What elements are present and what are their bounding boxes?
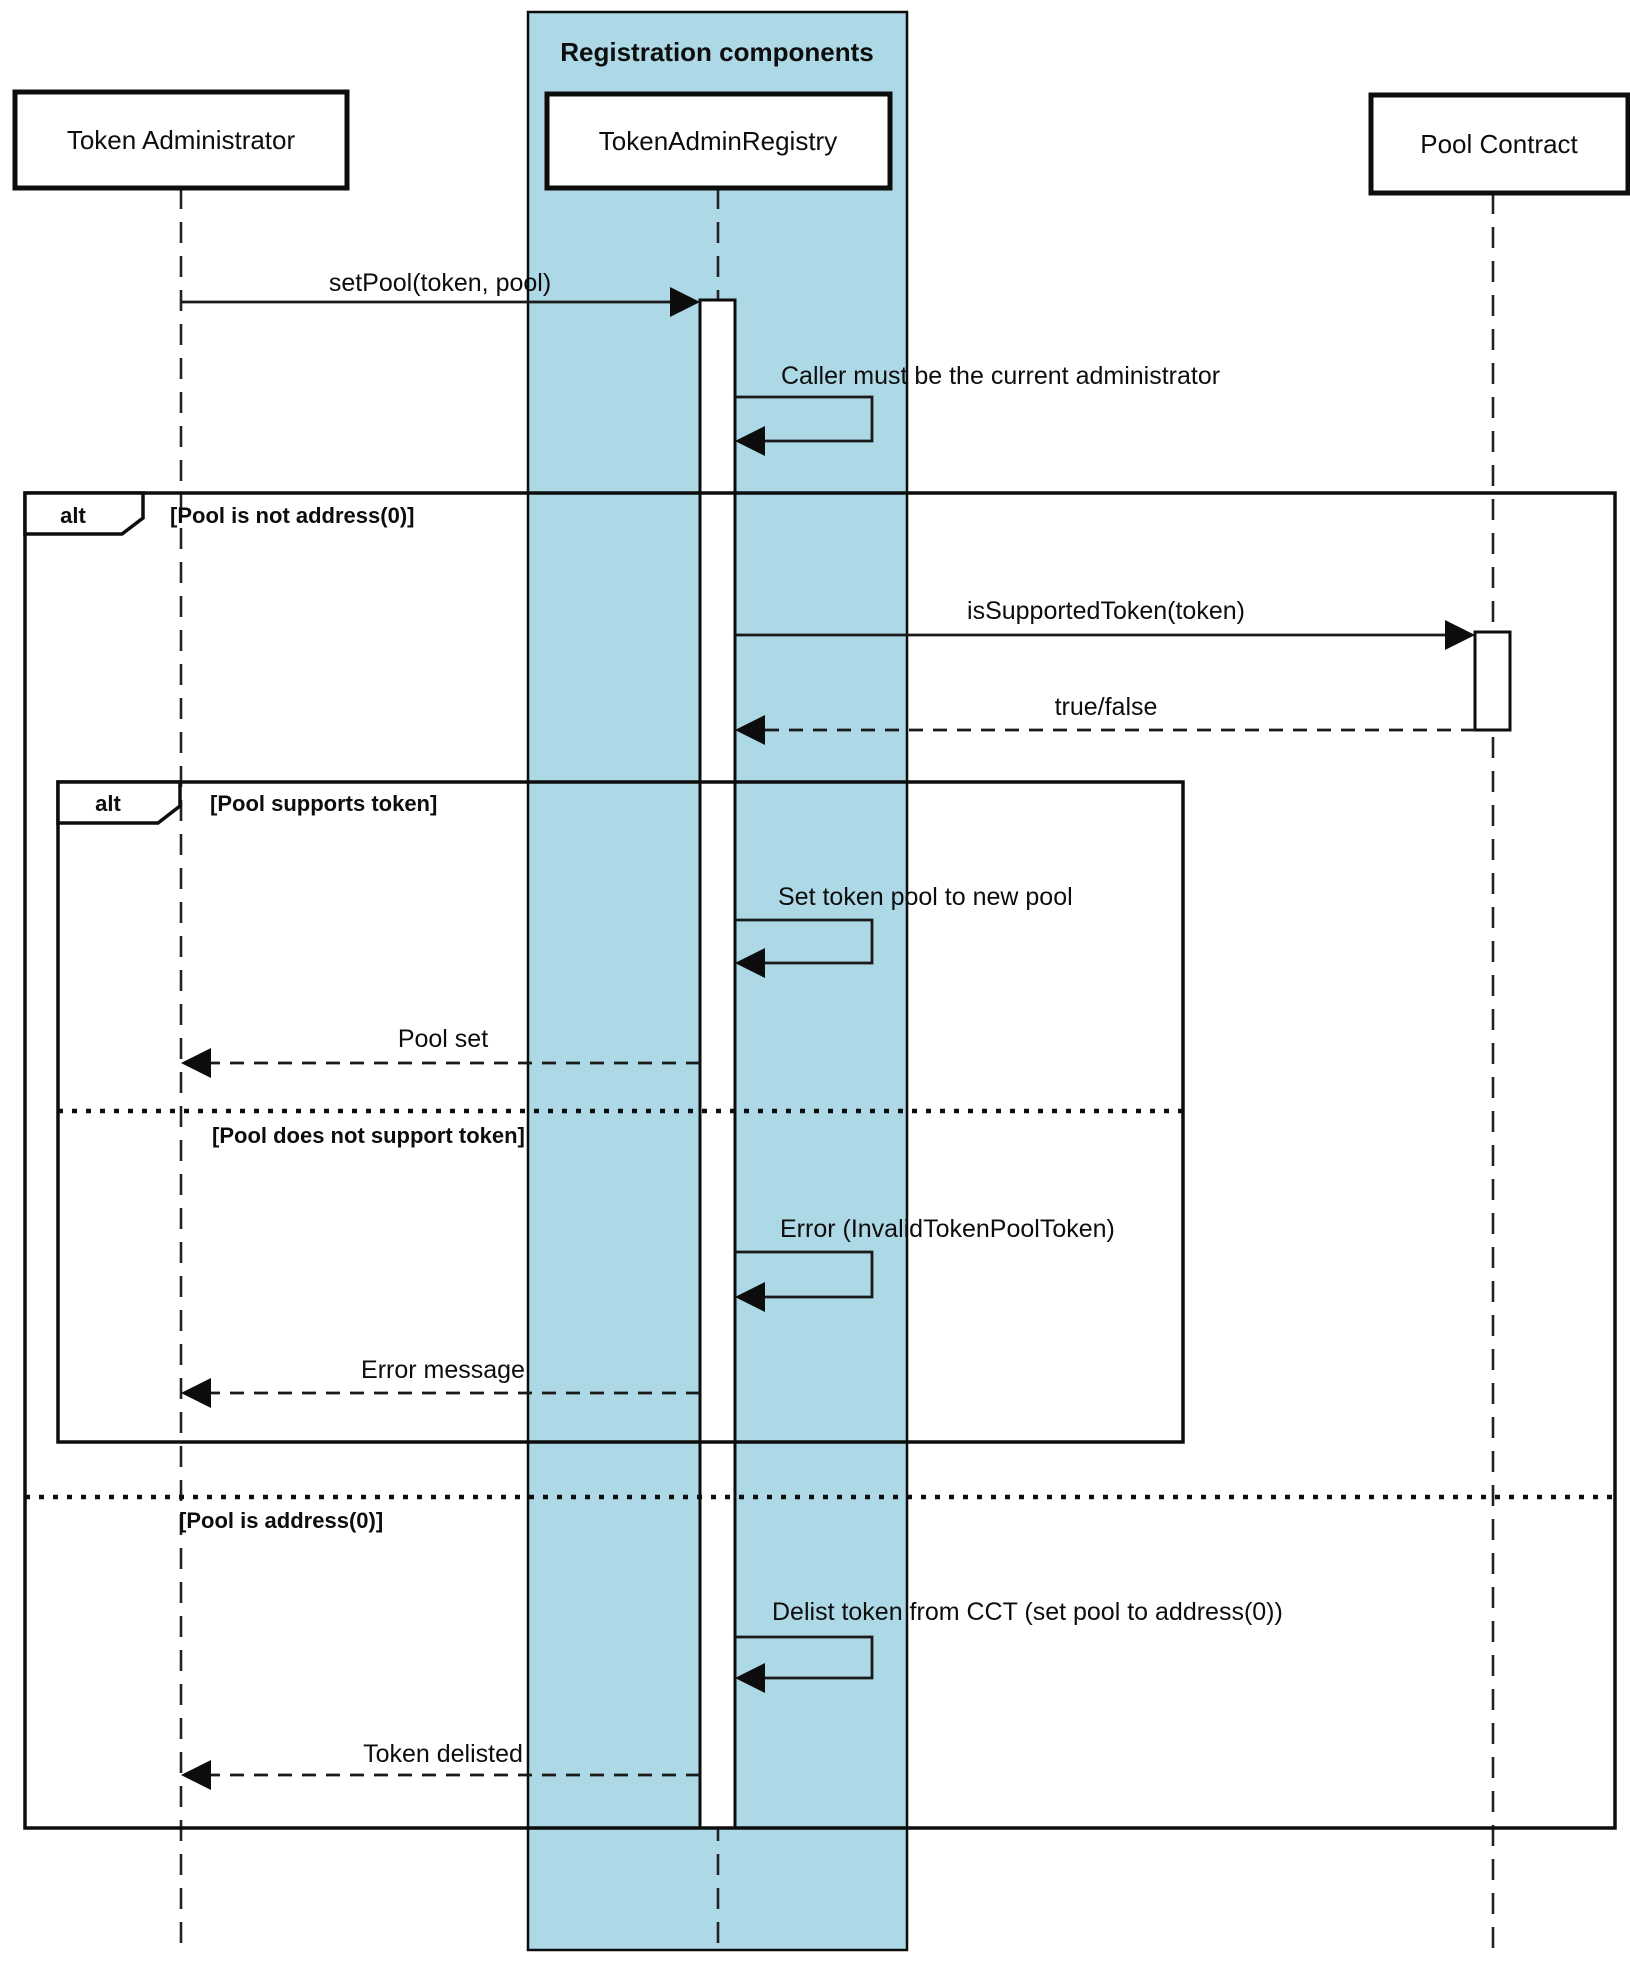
message-true-false: true/false (1054, 693, 1158, 721)
activation-bar-registry (700, 300, 735, 1828)
message-pool-set: Pool set (397, 1025, 489, 1053)
message-error-invalid: Error (InvalidTokenPoolToken) (780, 1215, 1115, 1243)
actor-label-token-administrator: Token Administrator (66, 125, 296, 155)
actor-label-token-admin-registry: TokenAdminRegistry (598, 126, 838, 156)
message-error-message: Error message (361, 1356, 525, 1384)
guard-pool-supports-token: [Pool supports token] (210, 791, 438, 816)
arrow-head-token-delisted (181, 1760, 211, 1790)
guard-pool-is-address0: [Pool is address(0)] (179, 1508, 384, 1533)
activation-bar-pool-contract (1475, 632, 1510, 730)
arrow-head-pool-set (181, 1048, 211, 1078)
band-title: Registration components (560, 37, 874, 67)
alt-outer-label: alt (60, 503, 86, 528)
message-is-supported-token: isSupportedToken(token) (967, 597, 1245, 625)
message-token-delisted: Token delisted (363, 1740, 523, 1768)
guard-pool-not-address0: [Pool is not address(0)] (170, 503, 415, 528)
actor-label-pool-contract: Pool Contract (1420, 129, 1578, 159)
message-delist-token: Delist token from CCT (set pool to address(0)) (772, 1598, 1283, 1626)
message-caller-check: Caller must be the current administrator (781, 362, 1221, 390)
guard-pool-does-not-support-token: [Pool does not support token] (212, 1123, 525, 1148)
message-set-token-pool: Set token pool to new pool (778, 883, 1073, 911)
arrow-head-is-supported-token (1445, 620, 1475, 650)
arrow-head-error-message (181, 1378, 211, 1408)
message-set-pool: setPool(token, pool) (328, 269, 552, 297)
alt-inner-label: alt (95, 791, 121, 816)
